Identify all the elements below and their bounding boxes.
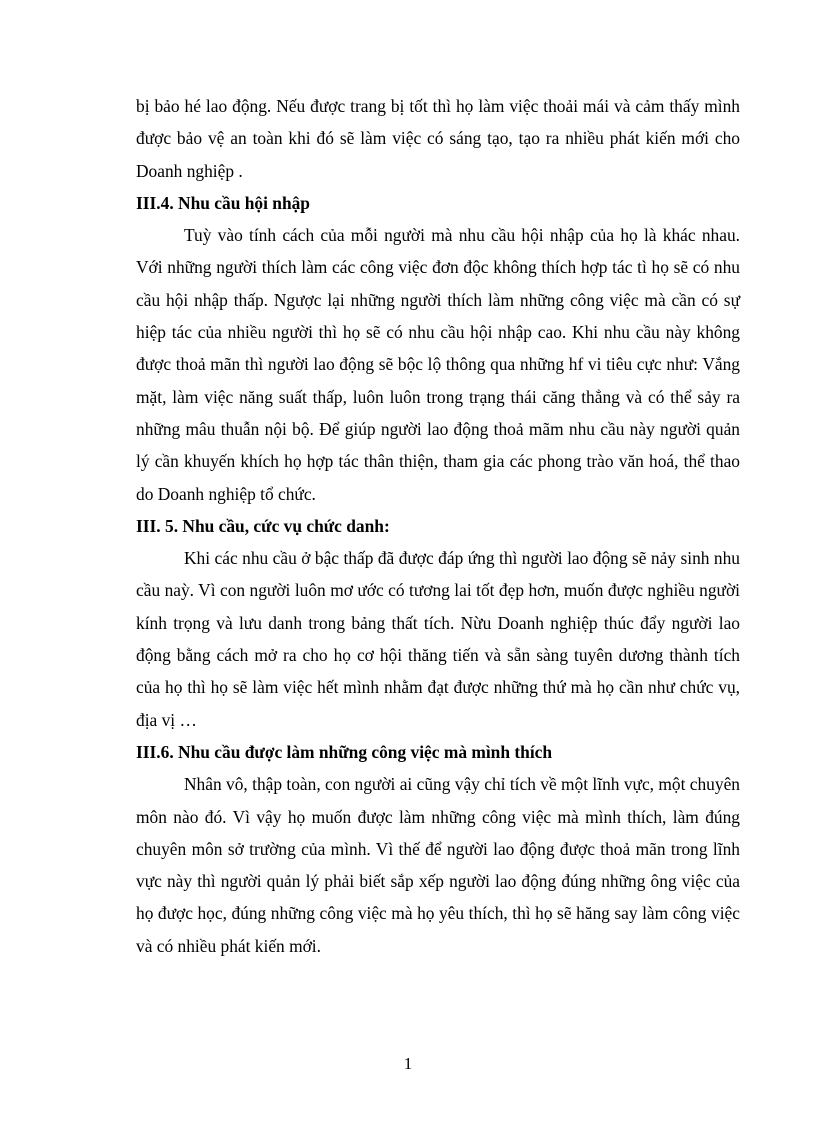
section-heading-3-4: III.4. Nhu cầu hội nhập	[136, 192, 310, 213]
intro-paragraph: bị bảo hé lao động. Nếu được trang bị tốt thì họ làm việc thoải mái và cảm thấy mình được bảo vệ an toàn khi đó sẽ làm việc có sáng tạo, tạo ra nhiều phát kiến mới cho Doanh nghiệp .	[136, 96, 740, 181]
page-number: 1	[403, 1054, 413, 1073]
section-heading-3-6: III.6. Nhu cầu được làm những công việc mà mình thích	[136, 741, 553, 762]
section-heading-3-5: III. 5. Nhu cầu, cức vụ chức danh:	[136, 515, 390, 536]
section-paragraph-3-4: Tuỳ vào tính cách của mỗi người mà nhu cầu hội nhập của họ là khác nhau. Với những người thích làm các công việc đơn độc không thích hợp tác tì họ sẽ có nhu cầu hội nhập thấp. Ngược lại những người thích làm những công việc mà cần có sự hiệp tác của nhiều người thì họ sẽ có nhu cầu hội nhập cao. Khi nhu cầu này không được thoả mãn thì người lao động sẽ bộc lộ thông qua những hf vi tiêu cực như: Vắng mặt, làm việc năng suất thấp, luôn luôn trong trạng thái căng thẳng và có thể sảy ra những mâu thuẫn nội bộ. Để giúp người lao động thoả mãm nhu cầu này người quản lý cần khuyến khích họ hợp tác thân thiện, tham gia các phong trào văn hoá, thể thao do Doanh nghiệp tổ chức.	[136, 225, 740, 504]
section-paragraph-3-6: Nhân vô, thập toàn, con người ai cũng vậy chỉ tích về một lĩnh vực, một chuyên môn nào đó. Vì vậy họ muốn được làm những công việc mà mình thích, làm đúng chuyên môn sở trường của mình. Vì thế để người lao động được thoả mãn trong lĩnh vực này thì người quản lý phải biết sắp xếp người lao động đúng những ông việc của họ được học, đúng những công việc mà họ yêu thích, thì họ sẽ hăng say làm công việc và có nhiều phát kiến mới.	[136, 774, 740, 956]
section-paragraph-3-5: Khi các nhu cầu ở bậc thấp đã được đáp ứng thì người lao động sẽ nảy sinh nhu cầu naỳ. Vì con người luôn mơ ước có tương lai tốt đẹp hơn, muốn được nghiều người kính trọng và lưu danh trong bảng thất tích. Nừu Doanh nghiệp thúc đẩy người lao động bằng cách mở ra cho họ cơ hội thăng tiến và sẵn sàng tuyên dương thành tích của họ thì họ sẽ làm việc hết mình nhằm đạt được những thứ mà họ cần như chức vụ, địa vị …	[136, 548, 740, 730]
page-body	[136, 90, 740, 962]
